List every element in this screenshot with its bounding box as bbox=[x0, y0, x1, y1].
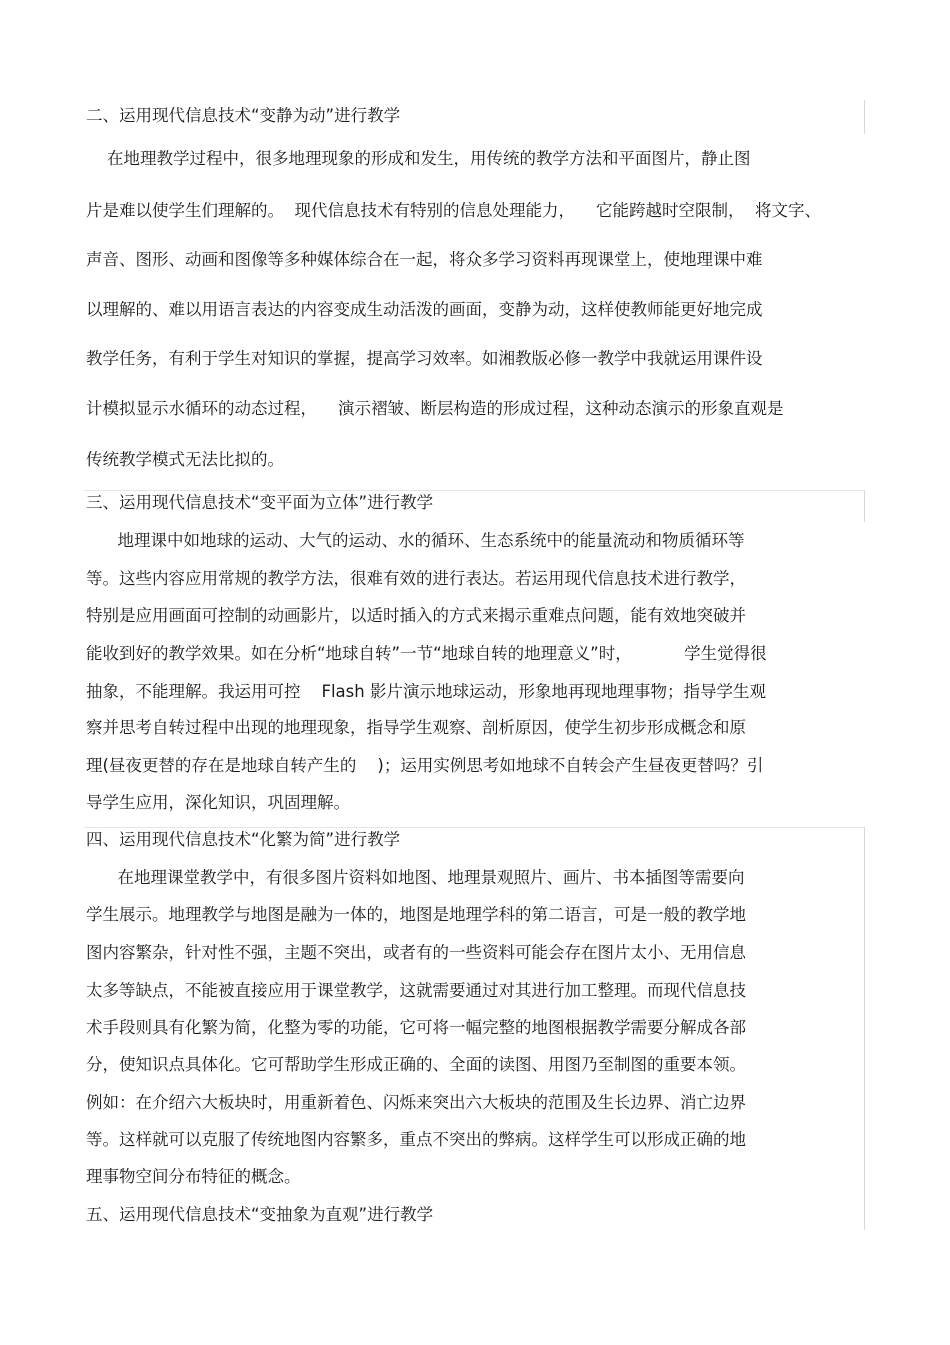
paragraph-line: 在地理教学过程中，很多地理现象的形成和发生，用传统的教学方法和平面图片，静止图 bbox=[86, 149, 751, 168]
paragraph-line: 教学任务，有利于学生对知识的掌握，提高学习效率。如湘教版必修一教学中我就运用课件设 bbox=[86, 349, 763, 368]
margin-rule bbox=[864, 827, 865, 1230]
paragraph-line: 分，使知识点具体化。它可帮助学生形成正确的、全面的读图、用图乃至制图的重要本领。 bbox=[86, 1055, 746, 1074]
paragraph-line: 等。这样就可以克服了传统地图内容繁多，重点不突出的弊病。这样学生可以形成正确的地 bbox=[86, 1130, 746, 1149]
paragraph-line: 抽象，不能理解。我运用可控 Flash 影片演示地球运动，形象地再现地理事物；指导学生观 bbox=[86, 682, 766, 701]
paragraph-line: 声音、图形、动画和图像等多种媒体综合在一起，将众多学习资料再现课堂上，使地理课中难 bbox=[86, 250, 763, 269]
paragraph-line: 以理解的、难以用语言表达的内容变成生动活泼的画面，变静为动，这样使教师能更好地完成 bbox=[86, 300, 763, 319]
paragraph-line: 学生展示。地理教学与地图是融为一体的，地图是地理学科的第二语言，可是一般的教学地 bbox=[86, 905, 746, 924]
section-divider bbox=[84, 490, 865, 491]
section-heading-4: 四、运用现代信息技术“化繁为简”进行教学 bbox=[86, 830, 401, 849]
paragraph-line: 片是难以使学生们理解的。 现代信息技术有特别的信息处理能力， 它能跨越时空限制， 将文字、 bbox=[86, 201, 821, 220]
paragraph-line: 地理课中如地球的运动、大气的运动、水的循环、生态系统中的能量流动和物质循环等 bbox=[86, 531, 745, 550]
paragraph-line: 计模拟显示水循环的动态过程， 演示褶皱、断层构造的形成过程，这种动态演示的形象直观是 bbox=[86, 399, 784, 418]
paragraph-line: 在地理课堂教学中，有很多图片资料如地图、地理景观照片、画片、书本插图等需要向 bbox=[86, 868, 745, 887]
paragraph-line: 导学生应用，深化知识，巩固理解。 bbox=[86, 793, 350, 812]
paragraph-line: 等。这些内容应用常规的教学方法，很难有效的进行表达。若运用现代信息技术进行教学， bbox=[86, 569, 746, 588]
section-heading-2: 二、运用现代信息技术“变静为动”进行教学 bbox=[86, 106, 401, 125]
paragraph-line: 例如：在介绍六大板块时，用重新着色、闪烁来突出六大板块的范围及生长边界、消亡边界 bbox=[86, 1093, 746, 1112]
section-divider bbox=[84, 827, 865, 828]
paragraph-line: 术手段则具有化繁为简，化整为零的功能，它可将一幅完整的地图根据教学需要分解成各部 bbox=[86, 1018, 746, 1037]
margin-rule bbox=[864, 100, 865, 134]
paragraph-line: 太多等缺点，不能被直接应用于课堂教学，这就需要通过对其进行加工整理。而现代信息技 bbox=[86, 981, 746, 1000]
section-heading-5: 五、运用现代信息技术“变抽象为直观”进行教学 bbox=[86, 1205, 434, 1224]
paragraph-line: 特别是应用画面可控制的动画影片，以适时插入的方式来揭示重难点问题，能有效地突破并 bbox=[86, 606, 746, 625]
paragraph-line: 能收到好的教学效果。如在分析“地球自转”一节“地球自转的地理意义”时， 学生觉得很 bbox=[86, 644, 767, 663]
paragraph-line: 传统教学模式无法比拟的。 bbox=[86, 450, 284, 469]
paragraph-line: 理(昼夜更替的存在是地球自转产生的 )；运用实例思考如地球不自转会产生昼夜更替吗？引 bbox=[86, 756, 764, 775]
section-heading-3: 三、运用现代信息技术“变平面为立体”进行教学 bbox=[86, 493, 434, 512]
paragraph-line: 图内容繁杂，针对性不强，主题不突出，或者有的一些资料可能会存在图片太小、无用信息 bbox=[86, 943, 746, 962]
paragraph-line: 理事物空间分布特征的概念。 bbox=[86, 1167, 301, 1186]
margin-rule bbox=[864, 490, 865, 522]
paragraph-line: 察并思考自转过程中出现的地理现象，指导学生观察、剖析原因，使学生初步形成概念和原 bbox=[86, 718, 746, 737]
